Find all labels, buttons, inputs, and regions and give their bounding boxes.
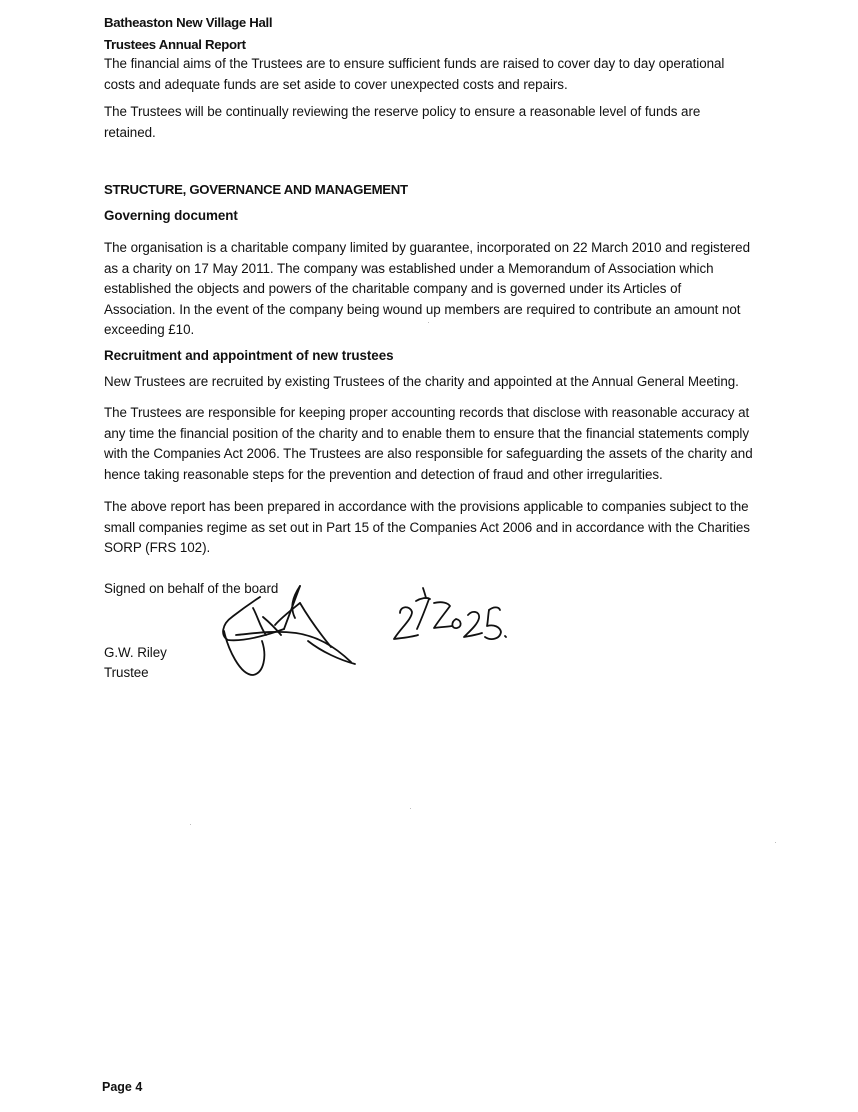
signatory-role: Trustee [104, 665, 149, 680]
handwritten-signature [218, 585, 360, 682]
recruitment-paragraph: New Trustees are recruited by existing Trustees of the charity and appointed at the Annual General Meeting. [104, 374, 739, 389]
report-title: Trustees Annual Report [104, 37, 246, 52]
governing-document-heading: Governing document [104, 208, 238, 223]
scan-speck [775, 842, 776, 843]
responsibility-paragraph: The Trustees are responsible for keeping proper accounting records that disclose with reasonable accuracy at any time the financial position of the charity and to enable them to ensure that the financial statements comply with the Companies Act 2006. The Trustees are also responsible for safeguarding the assets of the charity and hence taking reasonable steps for the prevention and detection of fraud and other irregularities. [104, 405, 753, 482]
page-number: Page 4 [102, 1080, 143, 1094]
preparation-paragraph: The above report has been prepared in accordance with the provisions applicable to companies subject to the small companies regime as set out in Part 15 of the Companies Act 2006 and in accordance with the Charities SORP (FRS 102). [104, 499, 750, 555]
recruitment-heading: Recruitment and appointment of new trustees [104, 348, 394, 363]
organisation-name: Batheaston New Village Hall [104, 15, 273, 30]
signatory-name: G.W. Riley [104, 645, 167, 660]
signed-on-behalf-text: Signed on behalf of the board [104, 581, 279, 596]
reserve-policy-paragraph: The Trustees will be continually reviewing the reserve policy to ensure a reasonable level of funds are retained. [104, 104, 701, 140]
governing-document-paragraph: The organisation is a charitable company limited by guarantee, incorporated on 22 March 2010 and registered as a charity on 17 May 2011. The company was established under a Memorandum of Association which established the objects and powers of the charitable company and is governed under its Articles of Association. In the event of the company being wound up members are required to contribute an amount not exceeding £10. [104, 240, 750, 337]
scan-speck [428, 322, 429, 323]
financial-aims-paragraph: The financial aims of the Trustees are to ensure sufficient funds are raised to cover day to day operational costs and adequate funds are set aside to cover unexpected costs and repairs. [104, 56, 725, 92]
section-title: STRUCTURE, GOVERNANCE AND MANAGEMENT [104, 182, 408, 197]
scan-speck [190, 824, 191, 825]
handwritten-date [390, 586, 510, 648]
scan-speck [410, 808, 411, 809]
